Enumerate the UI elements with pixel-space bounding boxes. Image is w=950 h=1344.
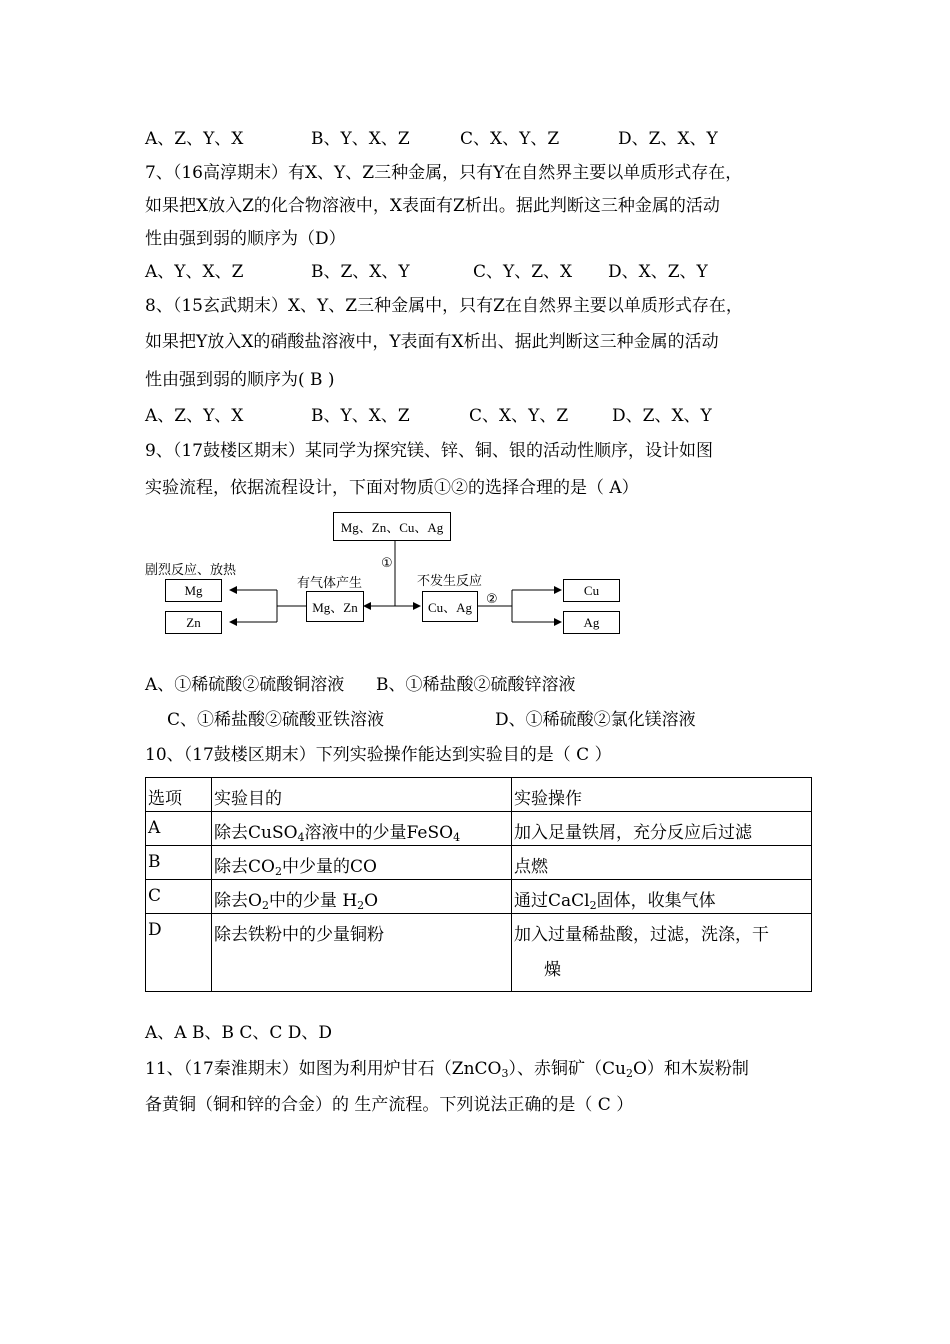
header-aim: 实验目的 [212, 778, 512, 812]
row-a-aim: 除去CuSO$_4$溶液中的少量FeSO$_4$ [212, 812, 512, 846]
q10-table [145, 777, 812, 992]
q8-option-b: B、Y、X、Z [311, 406, 410, 426]
box-cu: Cu [563, 579, 620, 602]
row-d-aim: 除去铁粉中的少量铜粉 [212, 914, 512, 992]
row-c-key: C [146, 880, 212, 914]
label-violent: 剧烈反应、放热 [145, 563, 237, 578]
q6-option-d: D、Z、X、Y [618, 129, 718, 149]
marker-1: ① [381, 556, 393, 571]
q7-option-a: A、Y、X、Z [145, 262, 244, 282]
q7-option-c: C、Y、Z、X [473, 262, 573, 282]
table-row [146, 914, 812, 992]
label-no-reaction: 不发生反应 [417, 574, 483, 589]
box-zn: Zn [165, 611, 222, 634]
q6-option-c: C、X、Y、Z [460, 129, 560, 149]
q10-options: A、A B、B C、C D、D [145, 1023, 333, 1043]
row-a-operation: 加入足量铁屑，充分反应后过滤 [512, 812, 812, 846]
q8-option-d: D、Z、X、Y [612, 406, 712, 426]
header-operation: 实验操作 [512, 778, 812, 812]
table-row [146, 880, 812, 914]
row-c-operation: 通过CaCl$_2$固体，收集气体 [512, 880, 812, 914]
table-row [146, 846, 812, 880]
q9-text-line2: 实验流程，依据流程设计，下面对物质①②的选择合理的是（ A） [145, 478, 639, 498]
q9-option-b: B、①稀盐酸②硫酸锌溶液 [376, 675, 576, 695]
table-header-row [146, 778, 812, 812]
q8-text-line2: 如果把Y放入X的硝酸盐溶液中，Y表面有X析出、据此判断这三种金属的活动 [145, 332, 719, 352]
row-c-aim: 除去$O_2$中的少量 $H_2O$ [212, 880, 512, 914]
q9-text-line1: 9、（17鼓楼区期末）某同学为探究镁、锌、铜、银的活动性顺序，设计如图 [145, 441, 713, 461]
q7-text-line3: 性由强到弱的顺序为（D） [145, 229, 346, 249]
q6-option-a: A、Z、Y、X [145, 129, 244, 149]
row-a-key: A [146, 812, 212, 846]
q6-option-b: B、Y、X、Z [311, 129, 410, 149]
row-d-operation: 加入过量稀盐酸，过滤，洗涤，干 燥 [512, 914, 812, 992]
q7-option-b: B、Z、X、Y [311, 262, 410, 282]
row-b-aim: 除去$CO_2$中少量的CO [212, 846, 512, 880]
q10-text-line1: 10、（17鼓楼区期末）下列实验操作能达到实验目的是（ C ） [145, 745, 612, 765]
q8-text-line1: 8、（15玄武期末）X、Y、Z三种金属中，只有Z在自然界主要以单质形式存在， [145, 296, 743, 316]
box-ag: Ag [563, 611, 620, 634]
box-mg-zn: Mg、Zn [306, 591, 364, 622]
q11-text-line2: 备黄铜（铜和锌的合金）的 生产流程。下列说法正确的是（ C ） [145, 1095, 634, 1115]
box-mg: Mg [165, 579, 222, 602]
q9-option-c: C、①稀盐酸②硫酸亚铁溶液 [167, 710, 385, 730]
q8-text-line3: 性由强到弱的顺序为( B ) [145, 370, 335, 390]
q8-option-a: A、Z、Y、X [145, 406, 244, 426]
box-top: Mg、Zn、Cu、Ag [333, 512, 451, 541]
q7-text-line1: 7、（16高淳期末）有X、Y、Z三种金属，只有Y在自然界主要以单质形式存在， [145, 163, 743, 183]
q7-option-d: D、X、Z、Y [608, 262, 708, 282]
label-gas: 有气体产生 [297, 576, 363, 591]
q9-option-a: A、①稀硫酸②硫酸铜溶液 [145, 675, 345, 695]
q11-text-line1: 11、（17秦淮期末）如图为利用炉甘石（ZnCO$_3$）、赤铜矿$(Cu_2O)$和木炭粉制 [145, 1059, 749, 1080]
q8-option-c: C、X、Y、Z [469, 406, 569, 426]
q9-option-d: D、①稀硫酸②氯化镁溶液 [495, 710, 696, 730]
table-row [146, 812, 812, 846]
row-b-operation: 点燃 [512, 846, 812, 880]
marker-2: ② [486, 592, 498, 607]
row-b-key: B [146, 846, 212, 880]
row-d-key: D [146, 914, 212, 992]
header-option: 选项 [146, 778, 212, 812]
box-cu-ag: Cu、Ag [422, 591, 478, 622]
q7-text-line2: 如果把X放入Z的化合物溶液中，X表面有Z析出。据此判断这三种金属的活动 [145, 196, 720, 216]
